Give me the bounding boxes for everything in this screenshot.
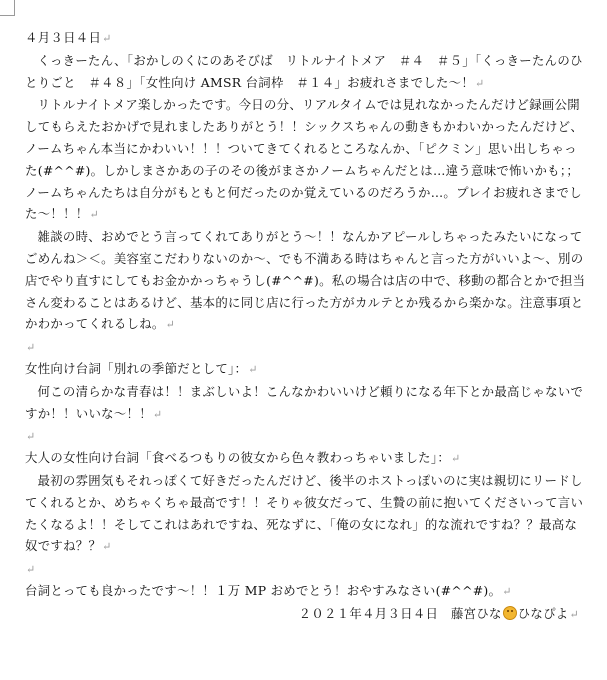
paragraph-mark-icon: ↵: [102, 540, 112, 554]
paragraph-text: 女性向け台詞「別れの季節だとして」：: [25, 360, 248, 376]
paragraph-text: 大人の女性向け台詞「食べるつもりの彼女から色々教わっちゃいました」：: [25, 450, 451, 466]
paragraph-text: 台詞とっても良かったです～！！１万 MP おめでとう！おやすみなさい(#^^#)。: [25, 582, 502, 598]
paragraph-text: くっきーたん、「おかしのくにのあそびば リトルナイトメア ＃４ ＃５」「くっきーたんのひとりごと ＃４８」「女性向け AMSR 台詞枠 ＃１４」お疲れさまでした～！: [25, 52, 583, 90]
paragraph-mark-icon: ↵: [102, 32, 112, 45]
empty-paragraph: [25, 425, 587, 447]
paragraph-text: 最初の雰囲気もそれっぽくて好きだったんだけど、後半のホストっぽいのに実は親切にリードしてくれるとか、めちゃくちゃ最高です！！そりゃ彼女だって、生贄の前に抱いてくださいって言いたくなるよ！！そしてこれはあれですね、死なずに、「俺の女になれ」的な流れですね？？最高な奴ですね？？: [25, 472, 584, 554]
signature-line: [25, 603, 587, 626]
signature-name: 藤宮ひな: [450, 605, 502, 621]
paragraph-text: ４月３日４日: [25, 30, 102, 45]
paragraph: [25, 358, 587, 381]
paragraph-mark-icon: ↵: [152, 407, 163, 421]
paragraph-mark-icon: ↵: [26, 563, 36, 577]
empty-paragraph: [25, 336, 587, 358]
paragraph: [25, 470, 587, 558]
empty-paragraph: [25, 558, 587, 580]
paragraph-mark-icon: ↵: [89, 208, 99, 222]
paragraph: [25, 50, 587, 95]
paragraph-text: 何この清らかな青春は！！まぶしいよ！こんなかわいいけど頼りになる年下とか最高じゃないですか！！いいな～！！: [25, 383, 584, 421]
paragraph-mark-icon: ↵: [569, 607, 579, 621]
paragraph: [25, 226, 587, 336]
paragraph: [25, 94, 587, 226]
paragraph: [25, 27, 587, 50]
paragraph-mark-icon: ↵: [26, 341, 36, 355]
paragraph-text: リトルナイトメア楽しかったです。今日の分、リアルタイムでは見れなかったんだけど録画公開してもらえたおかげで見れましたありがとう！！シックスちゃんの動きもかわいかったんだけど、ノームちゃん本当にかわいい！！！ついてきてくれるところなんか、「ピクミン」思い出しちゃった(#^^#)。しかしまさかあの子のその後がまさかノームちゃんだとは…違う意味で怖いかも；；ノームちゃんたちは自分がもともと何だったのか覚えているのだろうか…。プレイお疲れさまでした～！！！: [25, 97, 584, 222]
signature-date: ２０２１年４月３日４日: [298, 605, 439, 621]
crop-mark-horizontal: [0, 15, 15, 16]
paragraph-mark-icon: ↵: [165, 318, 176, 332]
smiley-face-icon: [503, 606, 517, 620]
paragraph-mark-icon: ↵: [26, 430, 36, 444]
paragraph: [25, 381, 587, 426]
paragraph-text: 雑談の時、おめでとう言ってくれてありがとう～！！なんかアピールしちゃったみたいになってごめんね＞＜。美容室こだわりないのか～、でも不満ある時はちゃんと言った方がいいよ～、別の店でやり直すにしてもお金かかっちゃうし(#^^#)。私の場合は店の中で、移動の都合とかで担当さん変わることはあるけど、基本的に同じ店に行った方がカルテとか残るから楽かな。注意事項とかわかってくれるしね。: [25, 229, 586, 332]
paragraph: [25, 447, 587, 470]
crop-mark-vertical: [14, 0, 15, 16]
document-body[interactable]: [25, 27, 587, 626]
paragraph-mark-icon: ↵: [502, 584, 512, 598]
paragraph: [25, 580, 587, 603]
paragraph-mark-icon: ↵: [475, 76, 485, 90]
paragraph-mark-icon: ↵: [451, 452, 461, 466]
paragraph-mark-icon: ↵: [248, 362, 258, 376]
signature-handle: ひなぴよ: [517, 605, 569, 621]
